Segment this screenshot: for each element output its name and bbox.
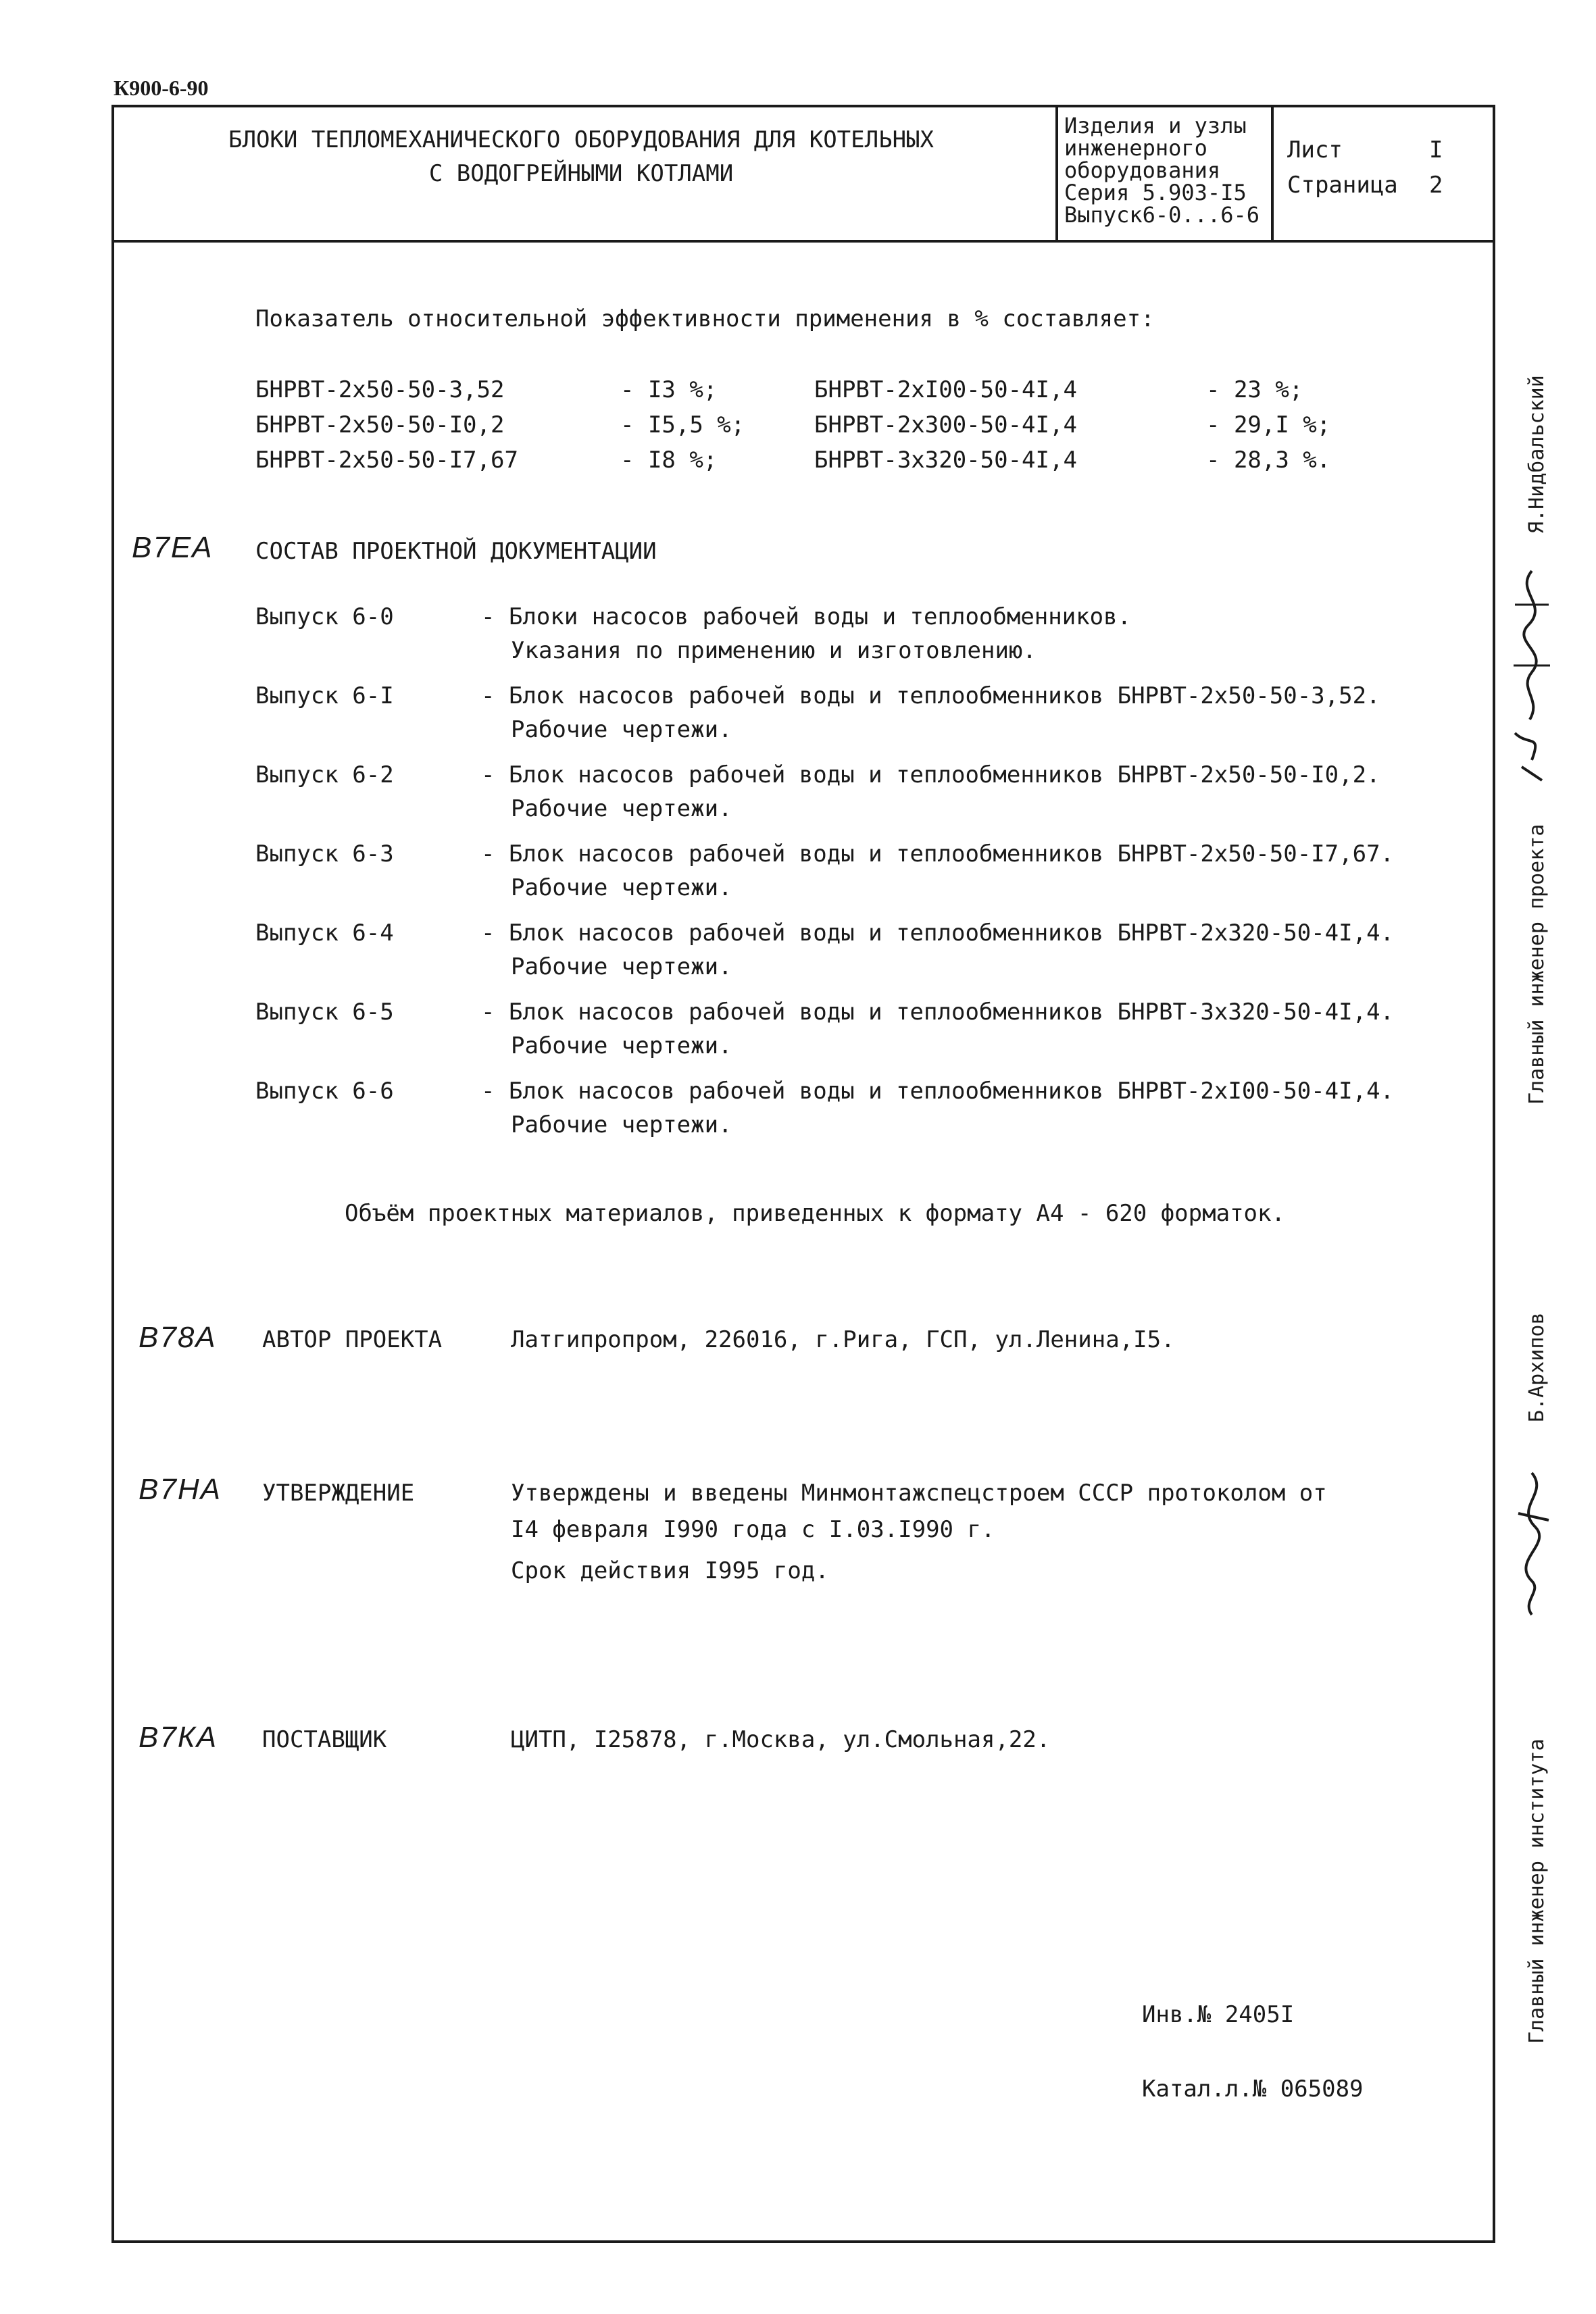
issue-description: Рабочие чертежи. <box>511 1032 732 1059</box>
issue-label: Выпуск 6-4 <box>255 920 394 947</box>
header-divider-series <box>1055 105 1058 242</box>
efficiency-value: - 23 %; <box>1206 376 1303 403</box>
efficiency-name: БНРВТ-2х300-50-4I,4 <box>814 411 1077 438</box>
document-code: К900-6-90 <box>114 76 209 100</box>
issue-description: Рабочие чертежи. <box>511 716 732 743</box>
series-line: Выпуск6-0...6-6 <box>1064 202 1260 228</box>
author-code: В78А <box>139 1321 217 1354</box>
page-title-line2: С ВОДОГРЕЙНЫМИ КОТЛАМИ <box>428 160 734 187</box>
issue-label: Выпуск 6-I <box>255 682 394 709</box>
issue-label: Выпуск 6-6 <box>255 1078 394 1105</box>
issue-description: - Блок насосов рабочей воды и теплообменников БНРВТ-2х50-50-I7,67. <box>481 840 1395 867</box>
page-title-line1: БЛОКИ ТЕПЛОМЕХАНИЧЕСКОГО ОБОРУДОВАНИЯ ДЛЯ КОТЕЛЬНЫХ <box>228 126 934 153</box>
signature-icon <box>1501 1466 1562 1621</box>
efficiency-value: - I3 %; <box>620 376 718 403</box>
series-block <box>1064 115 1260 226</box>
efficiency-name: БНРВТ-2х50-50-I0,2 <box>255 411 505 438</box>
approval-text: I4 февраля I990 года с I.03.I990 г. <box>511 1516 995 1543</box>
supplier-label: ПОСТАВЩИК <box>262 1726 387 1753</box>
sheet-value: I <box>1429 136 1443 164</box>
issue-label: Выпуск 6-3 <box>255 840 394 867</box>
issue-description: Указания по применению и изготовлению. <box>511 637 1037 664</box>
supplier-code: В7КА <box>139 1721 218 1754</box>
issue-label: Выпуск 6-2 <box>255 761 394 788</box>
issue-label: Выпуск 6-5 <box>255 999 394 1026</box>
composition-code: В7ЕА <box>132 531 214 564</box>
efficiency-value: - I8 %; <box>620 447 718 474</box>
issue-description: Рабочие чертежи. <box>511 874 732 901</box>
supplier-text: ЦИТП, I25878, г.Москва, ул.Смольная,22. <box>511 1726 1051 1753</box>
series-line: инженерного <box>1064 135 1207 161</box>
archipov-name: Б.Архипов <box>1525 1312 1549 1422</box>
header-divider-sheet <box>1271 105 1274 242</box>
chief-engineer-project-label: Главный инженер проекта <box>1525 824 1549 1105</box>
composition-heading: СОСТАВ ПРОЕКТНОЙ ДОКУМЕНТАЦИИ <box>255 538 657 565</box>
page-label: Страница <box>1287 172 1398 199</box>
validity-text: Срок действия I995 год. <box>511 1557 829 1584</box>
approval-code: В7НА <box>139 1473 222 1506</box>
approval-label: УТВЕРЖДЕНИЕ <box>262 1480 415 1507</box>
series-line: Изделия и узлы <box>1064 113 1247 139</box>
efficiency-name: БНРВТ-2хI00-50-4I,4 <box>814 376 1077 403</box>
issue-description: Рабочие чертежи. <box>511 953 732 980</box>
sheet-label: Лист <box>1287 136 1343 164</box>
issue-description: - Блоки насосов рабочей воды и теплообменников. <box>481 603 1132 630</box>
issue-description: - Блок насосов рабочей воды и теплообменников БНРВТ-3х320-50-4I,4. <box>481 999 1395 1026</box>
volume-text: Объём проектных материалов, приведенных к формату А4 - 620 форматок. <box>345 1200 1285 1227</box>
signature-icon <box>1501 564 1562 787</box>
header-divider <box>111 240 1495 243</box>
catalog-number: Катал.л.№ 065089 <box>1142 2076 1364 2103</box>
inventory-number: Инв.№ 2405I <box>1142 2001 1295 2028</box>
efficiency-intro: Показатель относительной эффективности применения в % составляет: <box>255 305 1155 332</box>
efficiency-name: БНРВТ-2х50-50-I7,67 <box>255 447 518 474</box>
efficiency-name: БНРВТ-3х320-50-4I,4 <box>814 447 1077 474</box>
chief-engineer-project-name: Я.Нидбальский <box>1525 375 1549 534</box>
author-label: АВТОР ПРОЕКТА <box>262 1326 443 1353</box>
chief-engineer-institute-label: Главный инженер института <box>1525 1738 1549 2044</box>
series-line: Серия 5.903-I5 <box>1064 180 1247 205</box>
issue-label: Выпуск 6-0 <box>255 603 394 630</box>
issue-description: - Блок насосов рабочей воды и теплообменников БНРВТ-2х50-50-3,52. <box>481 682 1380 709</box>
efficiency-value: - I5,5 %; <box>620 411 745 438</box>
approval-text: Утверждены и введены Минмонтажспецстроем СССР протоколом от <box>511 1480 1327 1507</box>
issue-description: - Блок насосов рабочей воды и теплообменников БНРВТ-2х50-50-I0,2. <box>481 761 1380 788</box>
issue-description: - Блок насосов рабочей воды и теплообменников БНРВТ-2хI00-50-4I,4. <box>481 1078 1395 1105</box>
author-text: Латгипропром, 226016, г.Рига, ГСП, ул.Ленина,I5. <box>511 1326 1175 1353</box>
issue-description: Рабочие чертежи. <box>511 795 732 822</box>
series-line: оборудования <box>1064 157 1221 183</box>
efficiency-name: БНРВТ-2х50-50-3,52 <box>255 376 505 403</box>
issue-description: Рабочие чертежи. <box>511 1111 732 1138</box>
efficiency-value: - 28,3 %. <box>1206 447 1331 474</box>
issue-description: - Блок насосов рабочей воды и теплообменников БНРВТ-2х320-50-4I,4. <box>481 920 1395 947</box>
page-value: 2 <box>1429 172 1443 199</box>
efficiency-value: - 29,I %; <box>1206 411 1331 438</box>
